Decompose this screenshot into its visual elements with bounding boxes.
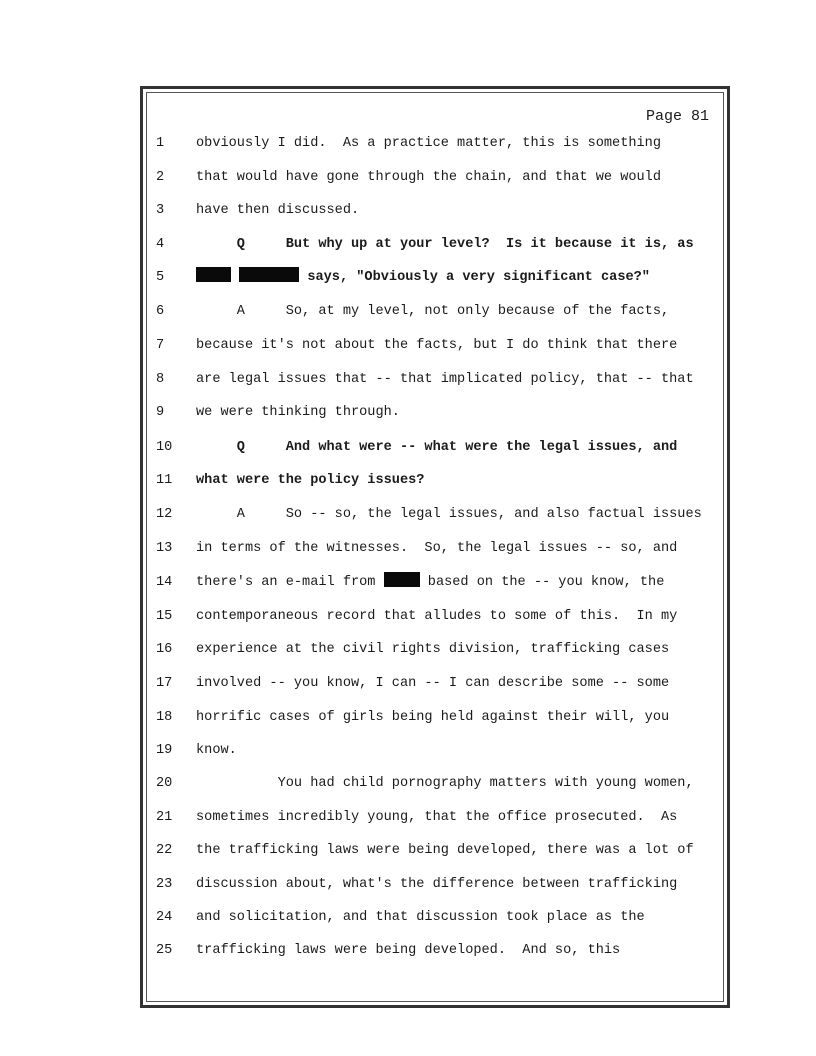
transcript-line bbox=[0, 166, 816, 190]
line-text: we were thinking through. bbox=[196, 405, 400, 420]
line-text-after: based on the -- you know, the bbox=[419, 575, 665, 590]
transcript-line bbox=[0, 906, 816, 930]
line-number: 3 bbox=[156, 203, 165, 218]
line-text-with-redaction bbox=[196, 571, 664, 595]
question-text: Q But why up at your level? Is it because it is, as bbox=[196, 237, 694, 252]
line-number: 24 bbox=[156, 910, 173, 925]
transcript-line bbox=[0, 537, 816, 561]
line-number: 12 bbox=[156, 507, 173, 522]
line-number: 5 bbox=[156, 270, 165, 285]
line-number: 10 bbox=[156, 440, 173, 455]
transcript-line bbox=[0, 605, 816, 629]
question-text: says, "Obviously a very significant case?" bbox=[299, 270, 650, 285]
line-text: You had child pornography matters with young women, bbox=[196, 776, 694, 791]
line-number: 21 bbox=[156, 810, 173, 825]
transcript-line bbox=[0, 638, 816, 662]
line-number: 13 bbox=[156, 541, 173, 556]
line-text: A So -- so, the legal issues, and also factual issues bbox=[196, 507, 702, 522]
line-text: know. bbox=[196, 743, 237, 758]
redaction-block bbox=[239, 267, 299, 282]
line-number: 4 bbox=[156, 237, 165, 252]
redaction-block bbox=[196, 267, 231, 282]
line-text: horrific cases of girls being held against their will, you bbox=[196, 710, 670, 725]
transcript-line bbox=[0, 199, 816, 223]
question-text-line bbox=[196, 266, 650, 290]
line-number: 16 bbox=[156, 642, 173, 657]
line-number: 2 bbox=[156, 170, 165, 185]
line-number: 22 bbox=[156, 843, 173, 858]
transcript-line bbox=[0, 806, 816, 830]
transcript-line bbox=[0, 571, 816, 595]
question-text: what were the policy issues? bbox=[196, 473, 425, 488]
transcript-line bbox=[0, 503, 816, 527]
transcript-line bbox=[0, 873, 816, 897]
transcript-line bbox=[0, 266, 816, 290]
line-number: 11 bbox=[156, 473, 173, 488]
transcript-line bbox=[0, 739, 816, 763]
transcript-line bbox=[0, 469, 816, 493]
line-number: 25 bbox=[156, 943, 173, 958]
line-number: 14 bbox=[156, 575, 173, 590]
line-number: 8 bbox=[156, 372, 165, 387]
transcript-line bbox=[0, 132, 816, 156]
line-text: involved -- you know, I can -- I can describe some -- some bbox=[196, 676, 670, 691]
line-text: and solicitation, and that discussion took place as the bbox=[196, 910, 645, 925]
line-number: 7 bbox=[156, 338, 165, 353]
question-text: Q And what were -- what were the legal issues, and bbox=[196, 440, 678, 455]
redaction-block bbox=[384, 572, 420, 587]
line-number: 6 bbox=[156, 304, 165, 319]
transcript-line bbox=[0, 334, 816, 358]
line-text: contemporaneous record that alludes to some of this. In my bbox=[196, 609, 678, 624]
transcript-line bbox=[0, 672, 816, 696]
transcript-line bbox=[0, 300, 816, 324]
transcript-line bbox=[0, 436, 816, 460]
line-text: the trafficking laws were being developed, there was a lot of bbox=[196, 843, 694, 858]
line-number: 20 bbox=[156, 776, 173, 791]
line-number: 18 bbox=[156, 710, 173, 725]
transcript-line bbox=[0, 772, 816, 796]
transcript-line bbox=[0, 706, 816, 730]
line-number: 19 bbox=[156, 743, 173, 758]
line-text: trafficking laws were being developed. And so, this bbox=[196, 943, 621, 958]
line-text: are legal issues that -- that implicated policy, that -- that bbox=[196, 372, 694, 387]
line-number: 1 bbox=[156, 136, 165, 151]
line-text: that would have gone through the chain, and that we would bbox=[196, 170, 661, 185]
line-number: 15 bbox=[156, 609, 173, 624]
transcript-line bbox=[0, 233, 816, 257]
line-text: discussion about, what's the difference between trafficking bbox=[196, 877, 678, 892]
line-text: in terms of the witnesses. So, the legal issues -- so, and bbox=[196, 541, 678, 556]
page-number: Page 81 bbox=[646, 108, 710, 125]
transcript-line bbox=[0, 839, 816, 863]
transcript-line bbox=[0, 939, 816, 963]
line-text: have then discussed. bbox=[196, 203, 360, 218]
transcript-line bbox=[0, 401, 816, 425]
line-text: obviously I did. As a practice matter, this is something bbox=[196, 136, 661, 151]
line-text: because it's not about the facts, but I do think that there bbox=[196, 338, 678, 353]
line-text: experience at the civil rights division, trafficking cases bbox=[196, 642, 670, 657]
line-number: 23 bbox=[156, 877, 173, 892]
line-text: sometimes incredibly young, that the office prosecuted. As bbox=[196, 810, 678, 825]
line-number: 17 bbox=[156, 676, 173, 691]
line-number: 9 bbox=[156, 405, 165, 420]
transcript-line bbox=[0, 368, 816, 392]
line-text-before: there's an e-mail from bbox=[196, 575, 384, 590]
line-text: A So, at my level, not only because of the facts, bbox=[196, 304, 670, 319]
